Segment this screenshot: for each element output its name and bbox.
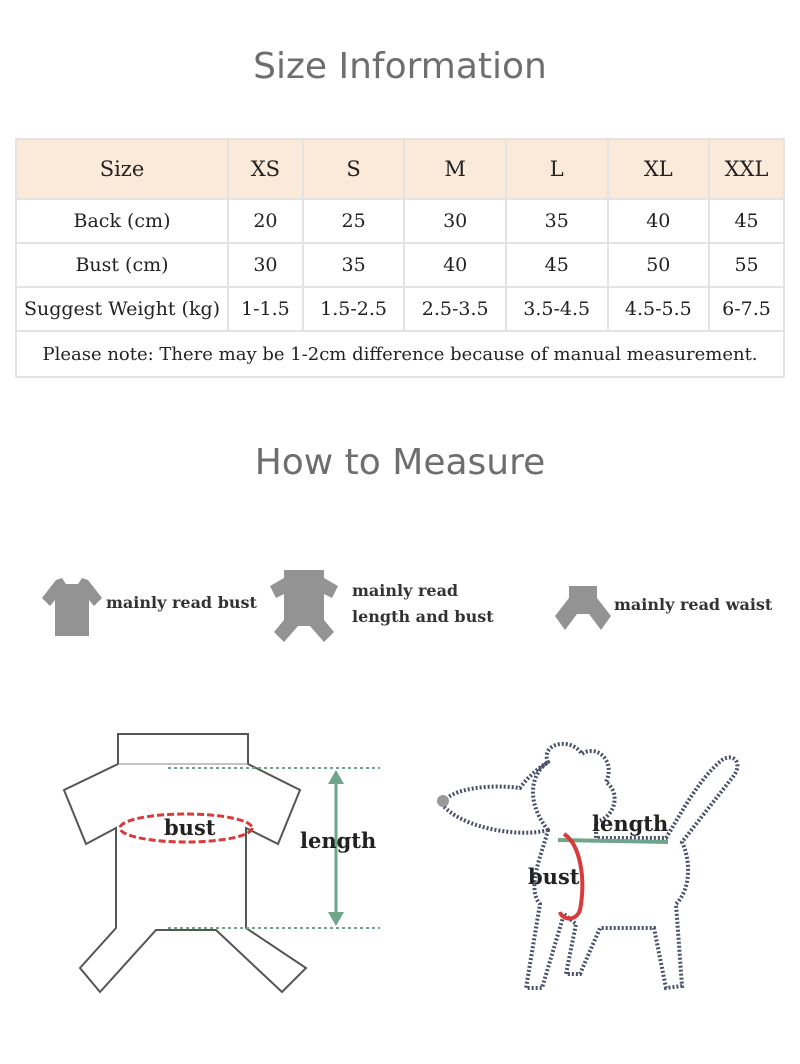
table-cell: 45 [709,199,784,243]
table-cell: 3.5-4.5 [506,287,608,331]
garment-label-line: mainly read [352,581,459,600]
header-cell: L [506,139,608,199]
row-label: Suggest Weight (kg) [16,287,228,331]
garment-label-waist: mainly read waist [614,595,773,614]
table-cell: 1.5-2.5 [303,287,405,331]
how-to-measure-title: How to Measure [254,442,546,483]
header-cell: XS [228,139,303,199]
measurement-note: Please note: There may be 1-2cm difference because of manual measurement. [16,331,784,377]
t-shirt-icon [42,578,102,636]
table-cell: 20 [228,199,303,243]
table-cell: 2.5-3.5 [404,287,506,331]
table-cell: 50 [608,243,710,287]
size-table [15,138,785,378]
size-table-header-row [16,139,784,199]
jumpsuit-icon [270,570,338,642]
table-row [16,243,784,287]
dog-measure-diagram [430,738,770,1000]
dog-length-label: length [592,811,669,836]
garment-length-label: length [300,828,377,853]
row-label: Bust (cm) [16,243,228,287]
header-cell: Size [16,139,228,199]
garment-label-line: length and bust [352,607,494,626]
waist-garment-icon [555,586,611,632]
size-information-title: Size Information [253,46,547,87]
note-row [16,331,784,377]
table-cell: 55 [709,243,784,287]
table-cell: 25 [303,199,405,243]
garment-measure-diagram [60,730,390,1000]
table-cell: 4.5-5.5 [608,287,710,331]
table-cell: 30 [404,199,506,243]
table-row [16,199,784,243]
garment-label-bust: mainly read bust [106,593,257,612]
table-cell: 35 [506,199,608,243]
header-cell: S [303,139,405,199]
header-cell: M [404,139,506,199]
header-cell: XXL [709,139,784,199]
garment-label-length-bust [352,578,494,630]
table-cell: 45 [506,243,608,287]
table-cell: 35 [303,243,405,287]
table-row [16,287,784,331]
table-cell: 6-7.5 [709,287,784,331]
table-cell: 40 [608,199,710,243]
row-label: Back (cm) [16,199,228,243]
garment-bust-label: bust [164,815,216,840]
table-cell: 40 [404,243,506,287]
table-cell: 30 [228,243,303,287]
dog-bust-label: bust [528,864,580,889]
header-cell: XL [608,139,710,199]
table-cell: 1-1.5 [228,287,303,331]
